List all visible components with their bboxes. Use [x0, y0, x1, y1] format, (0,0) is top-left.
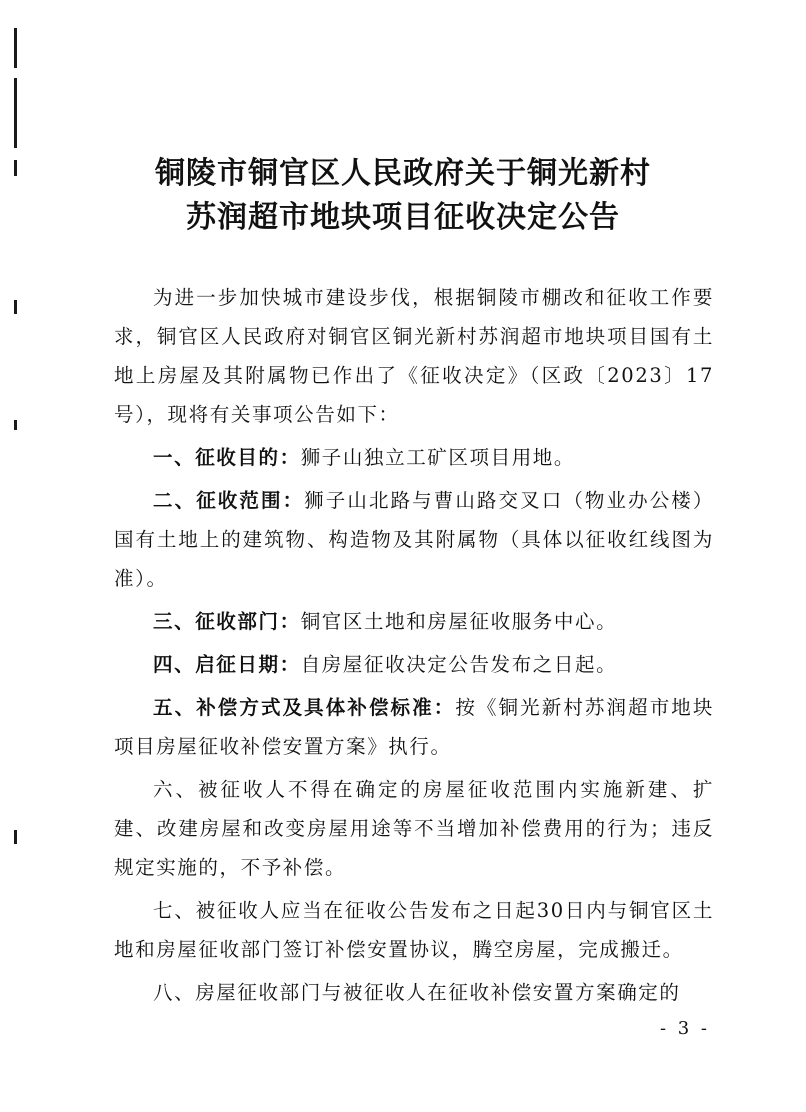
scan-edge-mark: [14, 300, 17, 314]
item-paragraph-8: [114, 973, 714, 1012]
scan-edge-mark: [14, 420, 17, 430]
page-number: - 3 -: [659, 1018, 710, 1039]
item-paragraph-3: [114, 602, 714, 641]
item-heading: 一、征收目的：: [153, 446, 301, 469]
document-title-line-1: 铜陵市铜官区人民政府关于铜光新村: [155, 156, 651, 191]
item-heading: 三、征收部门：: [153, 610, 301, 633]
intro-paragraph: 为进一步加快城市建设步伐，根据铜陵市棚改和征收工作要求，铜官区人民政府对铜官区铜光新村苏润超市地块项目国有土地上房屋及其附属物已作出了《征收决定》（区政〔2023〕17号），现将有关事项公告如下：: [114, 286, 714, 426]
item-paragraph-7: [114, 891, 714, 969]
item-paragraph-5: [114, 688, 714, 766]
item-text: 八、房屋征收部门与被征收人在征收补偿安置方案确定的: [153, 981, 681, 1004]
item-paragraph-1: [114, 438, 714, 477]
scan-edge-mark: [14, 78, 17, 148]
scan-edge-mark: [14, 28, 17, 68]
item-text: 六、被征收人不得在确定的房屋征收范围内实施新建、扩建、改建房屋和改变房屋用途等不当增加补偿费用的行为；违反规定实施的，不予补偿。: [114, 778, 714, 879]
document-title-line-2: 苏润超市地块项目征收决定公告: [186, 200, 620, 235]
item-heading: 二、征收范围：: [153, 489, 305, 512]
item-paragraph-4: [114, 645, 714, 684]
item-text: 自房屋征收决定公告发布之日起。: [300, 653, 618, 676]
item-text: 狮子山独立工矿区项目用地。: [300, 446, 576, 469]
item-heading: 五、补偿方式及具体补偿标准：: [153, 696, 456, 719]
document-body: [114, 278, 714, 1016]
item-text: 铜官区土地和房屋征收服务中心。: [300, 610, 618, 633]
scan-edge-mark: [14, 830, 17, 844]
item-text: 狮子山北路与曹山路交叉口（物业办公楼）国有土地上的建筑物、构造物及其附属物（具体以征收红线图为准）。: [114, 489, 714, 590]
item-text: 七、被征收人应当在征收公告发布之日起30日内与铜官区土地和房屋征收部门签订补偿安置协议，腾空房屋，完成搬迁。: [114, 899, 714, 961]
item-heading: 四、启征日期：: [153, 653, 301, 676]
item-paragraph-2: [114, 481, 714, 598]
item-paragraph-6: [114, 770, 714, 887]
item-text: 按《铜光新村苏润超市地块项目房屋征收补偿安置方案》执行。: [114, 696, 714, 758]
